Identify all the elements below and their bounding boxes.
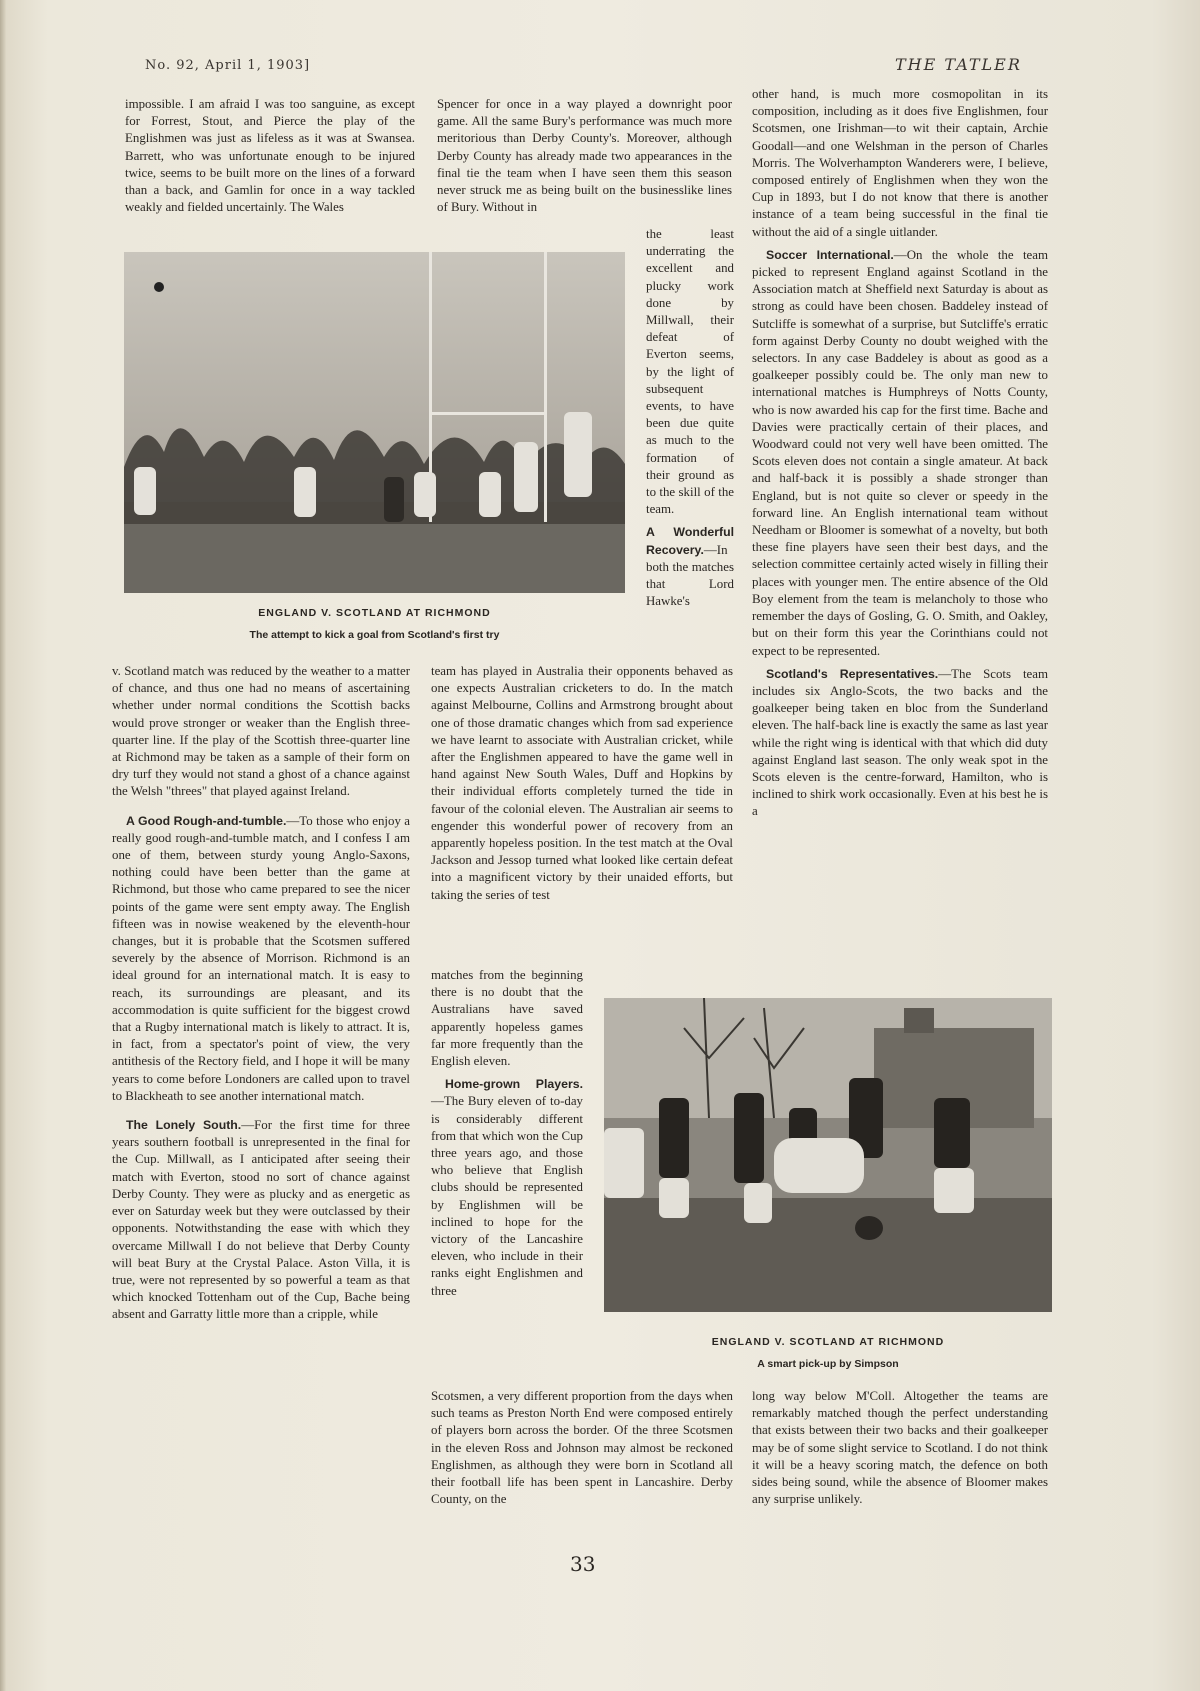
rugby-goal-kick-photo: [124, 252, 625, 593]
col2-bottom-paragraph: Scotsmen, a very different proportion from the days when such teams as Preston North End were composed entirely of players born across the border. Of the three Scotsmen in the eleven Ross and Johnson may almost be reckoned Englishmen, as although they were born in Scotland all their football life has been spent in Lancashire. Derby County, on the: [431, 1389, 733, 1507]
south-body: —For the first time for three years southern football is unrepresented in the final for the Cup. Millwall, as I anticipated after seeing their match with Everton, stood no sort of chance against Derby County. They were as plucky and as energetic as ever on Saturday week but they were outclassed by their opponents. Notwithstanding the ease with which they overcame Millwall I do not believe that Derby County will beat Bury at the Crystal Palace. Aston Villa, it is true, were not represented by so powerful a team as that which knocked Tottenham out of the Cup, Bache being absent and Garratty little more than a cripple, while: [112, 1118, 410, 1322]
col3-paragraph-1: other hand, is much more cosmopolitan in its composition, including as it does five Englishmen, four Scotsmen, one Irishman—to wit their captain, Archie Goodall—and one Welshman in the person of Charles Morris. The Wolverhampton Wanderers were, I believe, composed entirely of Englishmen when they won the Cup in 1893, but I do not know that there is another instance of a team being successful in the final tie without the aid of a single uitlander.: [752, 87, 1048, 239]
wonder-heading: A Wonderful Recovery.: [646, 525, 734, 557]
home-paragraph: [431, 1076, 583, 1300]
scot-heading: Scotland's Representatives.: [766, 666, 939, 681]
col3-text: [752, 86, 1048, 827]
col2-top-paragraph: Spencer for once in a way played a downright poor game. All the same Bury's performance was much more meritorious than Derby County's. Moreover, although Derby County has already made two appearances in the final tie the team when I have seen them this season never struck me as being built on the businesslike lines of Bury. Without in: [437, 97, 732, 215]
wonder-wrap-text: —In both the matches that Lord Hawke's: [646, 542, 734, 609]
photo2-caption-title: ENGLAND V. SCOTLAND AT RICHMOND: [711, 1336, 945, 1348]
col2-top-text: [437, 96, 732, 222]
scot-paragraph: [752, 666, 1048, 821]
page-spine-edge: [0, 0, 6, 1691]
page-number: 33: [570, 1552, 596, 1576]
col3-bottom-text: [752, 1388, 1048, 1514]
pickup-illustration: [604, 998, 1052, 1312]
col2-wrap-text: [646, 226, 734, 616]
col2-mid-text: [431, 663, 733, 910]
photo1-caption-title: ENGLAND V. SCOTLAND AT RICHMOND: [258, 607, 491, 619]
col2-bottom-text: [431, 1388, 733, 1514]
south-heading: The Lonely South.: [126, 1118, 242, 1133]
rough-paragraph: [112, 813, 410, 1105]
issue-line: No. 92, April 1, 1903]: [145, 58, 311, 73]
photo2-caption-subtitle: A smart pick-up by Simpson: [757, 1358, 899, 1370]
rough-body: —To those who enjoy a really good rough-and-tumble match, and I confess I am one of them, between sturdy young Anglo-Saxons, nothing could have been better than the game at Richmond, but those who came prepared to see the nicer points of the game were sent empty away. The English fifteen was in nowise weakened by the eleventh-hour changes, but it is probable that the Scotsmen suffered severely by the absence of Morrison. Richmond is an ideal ground for an international match. It is easy to reach, its surroundings are pleasant, and its accommodation is quite sufficient for the biggest crowd that a Rugby international match is likely to attract. It is, in fact, from a spectator's point of view, the very antithesis of the Rectory field, and I hope it will be many years to come before Londoners are called upon to travel to Blackheath to see another international match.: [112, 813, 410, 1103]
col1-paragraph-1: v. Scotland match was reduced by the weather to a matter of chance, and thus one had no means of ascertaining whether under normal conditions the Scottish backs would prove stronger or weaker than the English three-quarter line. If the play of the Scottish three-quarter line at Richmond may be taken as a sample of their form on dry turf they would not stand a ghost of a chance against the Welsh "threes" that played against Ireland.: [112, 664, 410, 799]
soccer-body: —On the whole the team picked to represent England against Scotland in the Association match at Sheffield next Saturday is about as strong as could have been chosen. Baddeley instead of Sutcliffe is somewhat of a surprise, but Sutcliffe's erratic form against Derby County no doubt weighed with the selectors. In any case Baddeley is about as good as a goalkeeper possibly could be. The only man new to international matches is Humphreys of Notts County, who is now awarded his cap for the first time. Bache and Davies were practically certain of their places, and Woodward could not very well have been omitted. The Scots eleven does not contain a single amateur. At back and half-back it is possibly a shade stronger than England, but is not quite so clever or speedy in the forward line. An English international team without Needham or Bloomer is somewhat of a novelty, but both these fine players have seen their best days, and the selection committee certainly acted wisely in filling their places with younger men. The entire absence of the Old Boy element from the team is melancholy to those who remember the days of Gosling, G. O. Smith, and Oakley, but on their form this year the Corinthians could not expect to be represented.: [752, 247, 1048, 658]
goal-kick-illustration: [124, 252, 625, 593]
rugby-pickup-photo: [604, 998, 1052, 1312]
scot-body: —The Scots team includes six Anglo-Scots, the two backs and the goalkeeper being taken en bloc from the Sunderland eleven. The half-back line is exactly the same as last year while the right wing is identical with that which did duty against England last season. The only weak spot in the Scots eleven is the centre-forward, Hamilton, who is inclined to shirk work occasionally. Even at his best he is a: [752, 666, 1048, 819]
south-paragraph: [112, 1117, 410, 1323]
col1-top-paragraph: impossible. I am afraid I was too sanguine, as except for Forrest, Stout, and Pierce the play of the Englishmen was just as lifeless as it was at Swansea. Barrett, who was unfortunate enough to be injured twice, seems to be built more on the lines of a forward than a back, and Gamlin for once in a way tackled weakly and fielded uncertainly. The Wales: [125, 97, 415, 215]
col2-wrap2-paragraph: matches from the beginning there is no doubt that the Australians have saved apparently hopeless games far more frequently than the English eleven.: [431, 968, 583, 1069]
col2-wrap2-text: [431, 967, 583, 1306]
rough-heading: A Good Rough-and-tumble.: [126, 813, 287, 828]
col1-main-text: [112, 663, 410, 1330]
soccer-heading: Soccer International.: [766, 247, 894, 262]
soccer-paragraph: [752, 247, 1048, 660]
masthead: THE TATLER: [895, 55, 1022, 74]
col2-mid-paragraph: team has played in Australia their opponents behaved as one expects Australian cricketers to do. In the match against Melbourne, Collins and Armstrong brought about one of those dramatic changes which from sad experience we have learnt to associate with Australian cricket, while after the Englishmen appeared to have the game well in hand against New South Wales, Duff and Hopkins by their individual efforts completely turned the tide in favour of the colonial eleven. The Australian air seems to engender this wonderful power of recovery from an apparently hopeless position. In the test match at the Oval Jackson and Jessop turned what looked like certain defeat into a magnificent victory by their unaided efforts, but taking the series of test: [431, 664, 733, 902]
wonder-paragraph: [646, 524, 734, 610]
col2-wrap-paragraph: the least underrating the excellent and plucky work done by Millwall, their defeat of Everton seems, by the light of subsequent events, to have been due quite as much to the formation of their ground as to the skill of the team.: [646, 227, 734, 517]
home-body: —The Bury eleven of to-day is considerably different from that which won the Cup three years ago, and those who believe that English clubs should be represented by Englishmen will be inclined to hope for the victory of the Lancashire eleven, who include in their ranks eight Englishmen and three: [431, 1094, 583, 1298]
col1-top-text: [125, 96, 415, 222]
photo1-caption-subtitle: The attempt to kick a goal from Scotland's first try: [249, 629, 500, 641]
col3-bottom-paragraph: long way below M'Coll. Altogether the teams are remarkably matched though the perfect understanding that exists between their two backs and their goalkeeper may be of some slight service to Scotland. I do not think it will be a heavy scoring match, the defence on both sides being sound, while the absence of Bloomer makes any surprise unlikely.: [752, 1389, 1048, 1507]
home-heading: Home-grown Players.: [445, 1077, 583, 1092]
